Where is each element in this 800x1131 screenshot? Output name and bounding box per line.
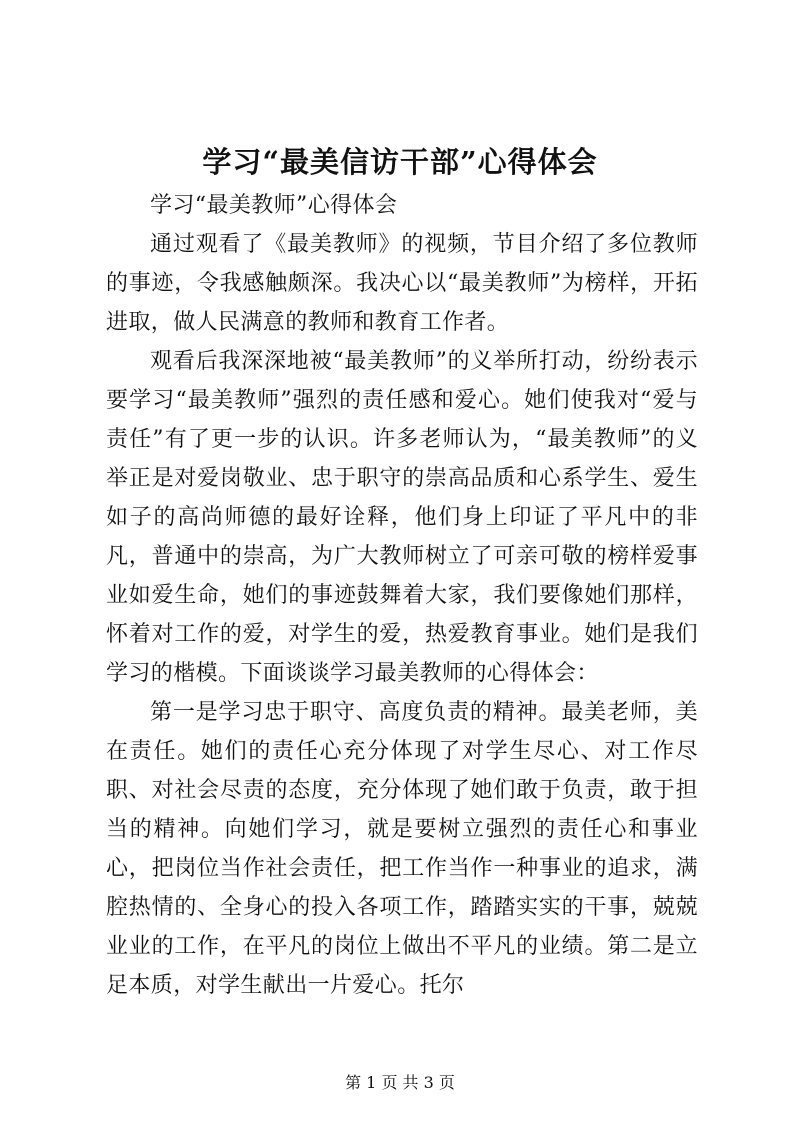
document-title: 学习“最美信访干部”心得体会 [202, 145, 598, 179]
paragraph: 通过观看了《最美教师》的视频，节目介绍了多位教师的事迹，令我感触颇深。我决心以“最美教师”为榜样，开拓进取，做人民满意的教师和教育工作者。 [106, 232, 698, 335]
page-number-footer: 第 1 页 共 3 页 [345, 1073, 455, 1092]
paragraph: 观看后我深深地被“最美教师”的义举所打动，纷纷表示要学习“最美教师”强烈的责任感和爱心。她们使我对“爱与责任”有了更一步的认识。许多老师认为，“最美教师”的义举正是对爱岗敬业、忠于职守的崇高品质和心系学生、爱生如子的高尚师德的最好诠释，他们身上印证了平凡中的非凡，普通中的崇高，为广大教师树立了可亲可敬的榜样爱事业如爱生命，她们的事迹鼓舞着大家，我们要像她们那样，怀着对工作的爱，对学生的爱，热爱教育事业。她们是我们学习的楷模。下面谈谈学习最美教师的心得体会： [106, 349, 698, 686]
paragraph: 第一是学习忠于职守、高度负责的精神。最美老师，美在责任。她们的责任心充分体现了对学生尽心、对工作尽职、对社会尽责的态度，充分体现了她们敢于负责，敢于担当的精神。向她们学习，就是要树立强烈的责任心和事业心，把岗位当作社会责任，把工作当作一种事业的追求，满腔热情的、全身心的投入各项工作，踏踏实实的干事，兢兢业业的工作，在平凡的岗位上做出不平凡的业绩。第二是立足本质，对学生献出一片爱心。托尔 [106, 700, 698, 998]
document-body [106, 186, 698, 1005]
subtitle-paragraph: 学习“最美教师”心得体会 [150, 193, 398, 218]
